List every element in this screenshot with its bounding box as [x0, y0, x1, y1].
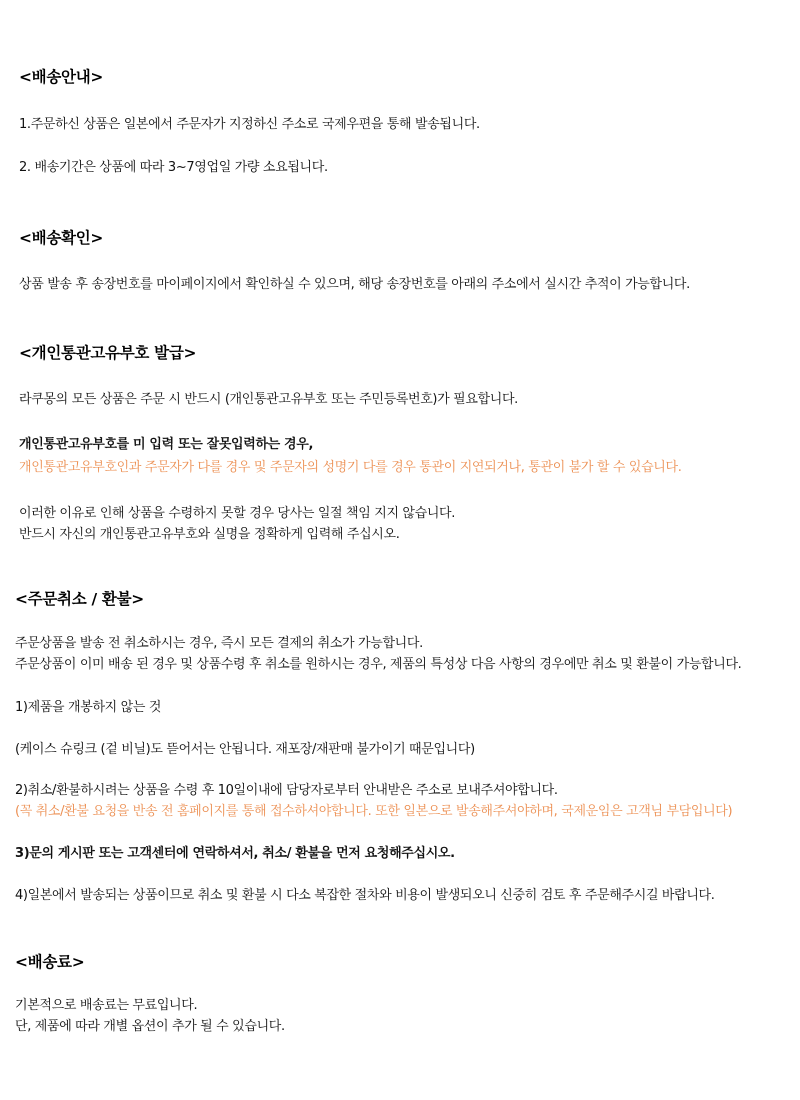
- cancel-refund-item-1: 1)제품을 개봉하지 않는 것: [15, 700, 162, 715]
- customs-code-warning-highlight: 개인통관고유부호인과 주문자가 다를 경우 및 주문자의 성명기 다를 경우 통관이 지연되거나, 통관이 불가 할 수 있습니다.: [19, 460, 682, 475]
- cancel-refund-line-1: 주문상품을 발송 전 취소하시는 경우, 즉시 모든 결제의 취소가 가능합니다.: [15, 636, 423, 651]
- customs-code-line-4: 반드시 자신의 개인통관고유부호와 실명을 정확하게 입력해 주십시오.: [19, 527, 400, 542]
- cancel-refund-item-3: 3)문의 게시판 또는 고객센터에 연락하셔서, 취소/ 환불을 먼저 요청해주십시오.: [15, 846, 455, 861]
- tracking-heading: <배송확인>: [19, 229, 104, 247]
- cancel-refund-line-2: 주문상품이 이미 배송 된 경우 및 상품수령 후 취소를 원하시는 경우, 제품의 특성상 다음 사항의 경우에만 취소 및 환불이 가능합니다.: [15, 657, 742, 672]
- shipping-info-line-2: 2. 배송기간은 상품에 따라 3~7영업일 가량 소요됩니다.: [19, 160, 328, 175]
- shipping-info-heading: <배송안내>: [19, 68, 104, 86]
- shipping-fee-line-2: 단, 제품에 따라 개별 옵션이 추가 될 수 있습니다.: [15, 1019, 285, 1034]
- shipping-fee-heading: <배송료>: [15, 953, 85, 971]
- cancel-refund-item-4: 4)일본에서 발송되는 상품이므로 취소 및 환불 시 다소 복잡한 절차와 비용이 발생되오니 신중히 검토 후 주문해주시길 바랍니다.: [15, 888, 715, 903]
- customs-code-line-3: 이러한 이유로 인해 상품을 수령하지 못할 경우 당사는 일절 책임 지지 않습니다.: [19, 506, 456, 521]
- shipping-info-line-1: 1.주문하신 상품은 일본에서 주문자가 지정하신 주소로 국제우편을 통해 발송됩니다.: [19, 117, 480, 132]
- shipping-fee-line-1: 기본적으로 배송료는 무료입니다.: [15, 998, 198, 1013]
- cancel-refund-heading: <주문취소 / 환불>: [15, 590, 144, 608]
- cancel-refund-item-1-note: (케이스 슈링크 (겉 비닐)도 뜯어서는 안됩니다. 재포장/재판매 불가이기 때문입니다): [15, 742, 475, 757]
- tracking-line-1: 상품 발송 후 송장번호를 마이페이지에서 확인하실 수 있으며, 해당 송장번호를 아래의 주소에서 실시간 추적이 가능합니다.: [19, 277, 690, 292]
- customs-code-heading: <개인통관고유부호 발급>: [19, 344, 197, 362]
- customs-code-warning-bold: 개인통관고유부호를 미 입력 또는 잘못입력하는 경우,: [19, 437, 314, 452]
- cancel-refund-item-2-note: (꼭 취소/환불 요청을 반송 전 홈페이지를 통해 접수하셔야합니다. 또한 일본으로 발송해주셔야하며, 국제운임은 고객님 부담입니다): [15, 804, 733, 819]
- customs-code-line-1: 라쿠몽의 모든 상품은 주문 시 반드시 (개인통관고유부호 또는 주민등록번호)가 필요합니다.: [19, 392, 518, 407]
- cancel-refund-item-2: 2)취소/환불하시려는 상품을 수령 후 10일이내에 담당자로부터 안내받은 주소로 보내주셔야합니다.: [15, 783, 558, 798]
